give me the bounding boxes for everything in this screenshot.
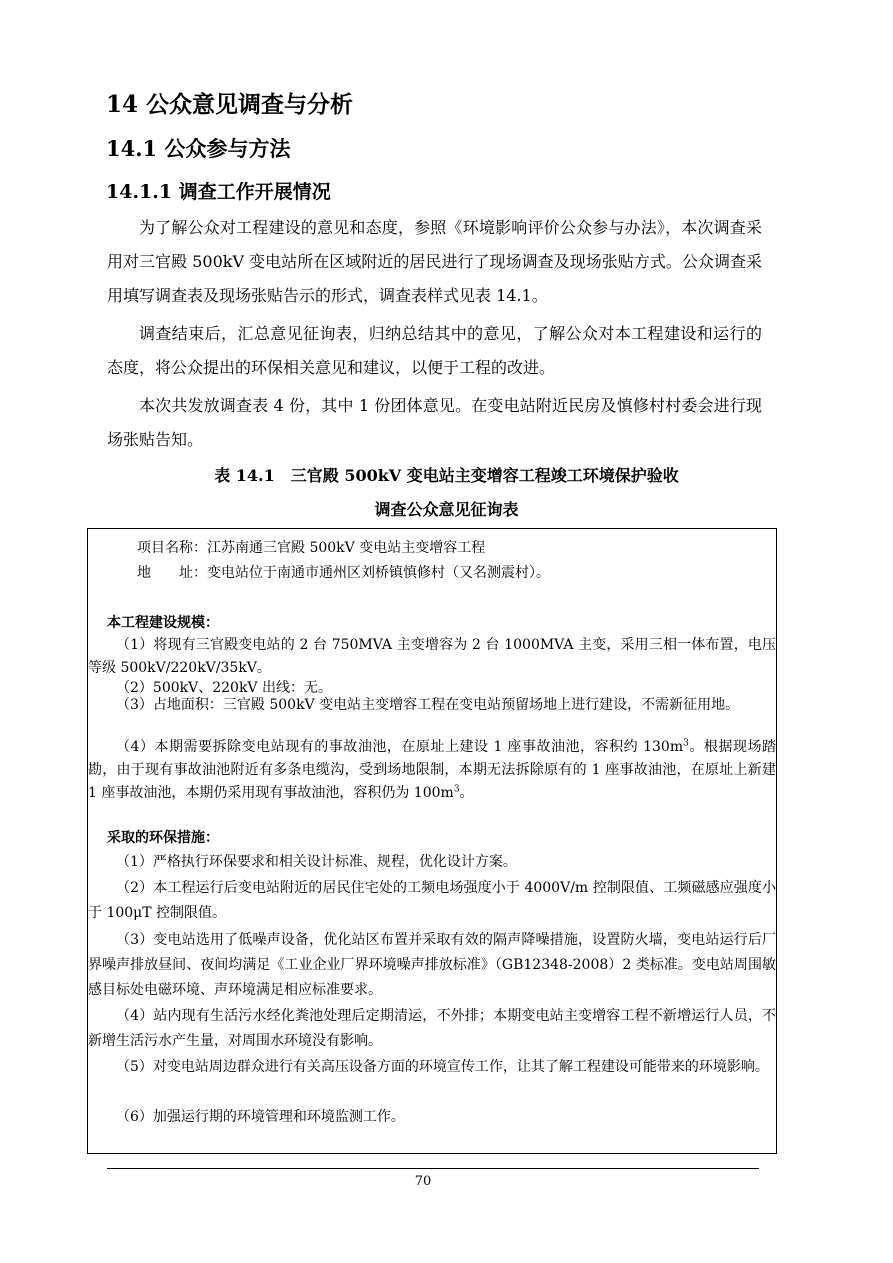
project-address: 地 址：变电站位于南通市通州区刘桥镇慎修村（又名测震村）。 <box>137 565 550 581</box>
body-paragraph-2: 调查结束后，汇总意见征询表，归纳总结其中的意见，了解公众对本工程建设和运行的态度，将公众提出的环保相关意见和建议，以便于工程的改进。 <box>107 324 762 377</box>
scale-item-4 <box>88 736 776 805</box>
section-heading-14-1-1: 14.1.1 调查工作开展情况 <box>106 181 331 203</box>
project-name: 项目名称：江苏南通三官殿 500kV 变电站主变增容工程 <box>137 540 486 556</box>
measures-heading: 采取的环保措施： <box>107 830 219 846</box>
scale-item-1: （1）将现有三官殿变电站的 2 台 750MVA 主变增容为 2 台 1000MVA 主变，采用三相一体布置，电压等级 500kV/220kV/35kV。 <box>88 637 776 676</box>
measure-item-6: （6）加强运行期的环境管理和环境监测工作。 <box>116 1109 405 1125</box>
scale-item-2: （2）500kV、220kV 出线：无。 <box>116 680 332 696</box>
scale-item-4-text-b: 。根据现场踏勘，由于现有事故油池附近有多条电缆沟，受到场地限制，本期无法拆除原有的 1 座事故油池，在原址上新建 1 座事故油池，本期仍采用现有事故油池，容积仍为 100m <box>88 739 776 801</box>
measure-item-5: （5）对变电站周边群众进行有关高压设备方面的环境宣传工作，让其了解工程建设可能带来的环境影响。 <box>116 1059 769 1075</box>
footer-divider <box>107 1168 759 1169</box>
scale-item-4-text-c: 。 <box>459 785 474 801</box>
section-heading-14: 14 公众意见调查与分析 <box>106 91 354 118</box>
superscript: 3 <box>683 738 689 749</box>
measure-item-3: （3）变电站选用了低噪声设备，优化站区布置并采取有效的隔声降噪措施，设置防火墙，变电站运行后厂界噪声排放昼间、夜间均满足《工业企业厂界环境噪声排放标准》（GB12348-2008）2 类标准。变电站周围敏感目标处电磁环境、声环境满足相应标准要求。 <box>88 932 776 998</box>
table-caption-line2: 调查公众意见征询表 <box>374 500 519 519</box>
scale-item-3: （3）占地面积：三官殿 500kV 变电站主变增容工程在变电站预留场地上进行建设，不需新征用地。 <box>116 697 740 713</box>
measure-item-1: （1）严格执行环保要求和相关设计标准、规程，优化设计方案。 <box>116 854 517 870</box>
body-paragraph-1: 为了解公众对工程建设的意见和态度，参照《环境影响评价公众参与办法》，本次调查采用对三官殿 500kV 变电站所在区域附近的居民进行了现场调查及现场张贴方式。公众调查采用填写调查表及现场张贴告示的形式，调查表样式见表 14.1。 <box>107 218 762 305</box>
body-paragraph-3: 本次共发放调查表 4 份，其中 1 份团体意见。在变电站附近民房及慎修村村委会进行现场张贴告知。 <box>107 396 762 449</box>
table-caption-line1: 表 14.1 三官殿 500kV 变电站主变增容工程竣工环境保护验收 <box>214 466 679 485</box>
measure-item-4: （4）站内现有生活污水经化粪池处理后定期清运，不外排；本期变电站主变增容工程不新增运行人员，不新增生活污水产生量，对周围水环境没有影响。 <box>88 1008 776 1049</box>
section-heading-14-1: 14.1 公众参与方法 <box>106 136 291 161</box>
page-number: 70 <box>414 1174 432 1189</box>
scale-item-4-text-a: （4）本期需要拆除变电站现有的事故油池，在原址上建设 1 座事故油池，容积约 130m <box>116 739 684 755</box>
superscript: 3 <box>453 784 460 795</box>
measure-item-2: （2）本工程运行后变电站附近的居民住宅处的工频电场强度小于 4000V/m 控制限值、工频磁感应强度小于 100μT 控制限值。 <box>88 880 776 921</box>
scale-heading: 本工程建设规模： <box>107 615 219 631</box>
